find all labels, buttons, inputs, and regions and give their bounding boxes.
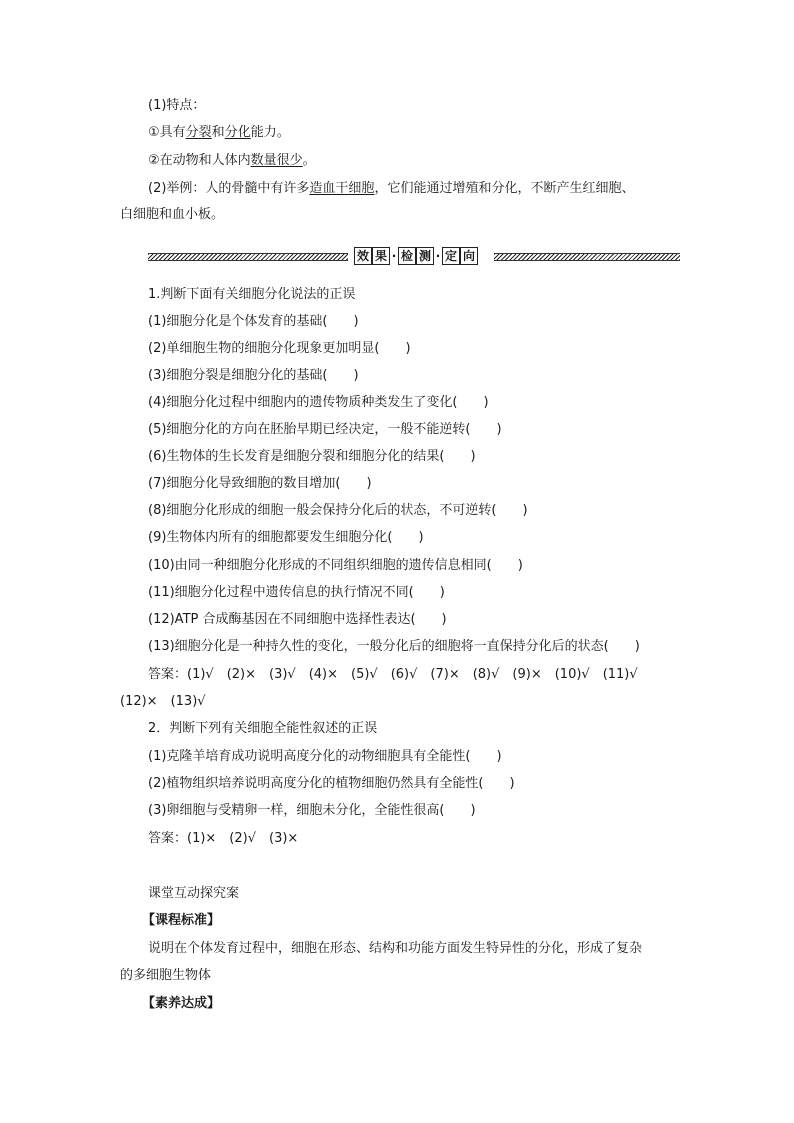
q1-title: 1.判断下面有关细胞分化说法的正误 <box>148 287 356 302</box>
q1-answer-line-2: (12)× (13)√ <box>120 694 206 709</box>
feature-1-keyword-differentiation: 分化 <box>224 125 251 140</box>
q1-item-10: (10)由同一种细胞分化形成的不同组织细胞的遗传信息相同( ) <box>148 558 523 573</box>
section-sep-2: · <box>435 249 441 263</box>
q1-item-11: (11)细胞分化过程中遗传信息的执行情况不同( ) <box>148 585 445 600</box>
q1-answer-line-1: 答案：(1)√ (2)× (3)√ (4)× (5)√ (6)√ (7)× (8)√ (9)× (10)√ (11)√ <box>148 667 638 682</box>
q1-item-9: (9)生物体内所有的细胞都要发生细胞分化( ) <box>148 530 424 545</box>
feature-1-text: ①具有 <box>148 125 186 140</box>
divider-hatch-right <box>494 253 680 261</box>
q2-item-2: (2)植物组织培养说明高度分化的植物细胞仍然具有全能性( ) <box>148 776 515 791</box>
feature-2-text: ②在动物和人体内 <box>148 153 251 168</box>
q1-item-13: (13)细胞分化是一种持久性的变化，一般分化后的细胞将一直保持分化后的状态( ) <box>148 639 640 654</box>
section-char-3: 检 <box>398 247 416 265</box>
q1-item-12: (12)ATP 合成酶基因在不同细胞中选择性表达( ) <box>148 612 447 627</box>
q1-item-5: (5)细胞分化的方向在胚胎早期已经决定，一般不能逆转( ) <box>148 422 502 437</box>
q2-item-1: (1)克隆羊培育成功说明高度分化的动物细胞具有全能性( ) <box>148 749 502 764</box>
q1-item-7: (7)细胞分化导致细胞的数目增加( ) <box>148 476 372 491</box>
section-char-6: 向 <box>460 247 478 265</box>
q1-item-4: (4)细胞分化过程中细胞内的遗传物质种类发生了变化( ) <box>148 395 489 410</box>
q1-item-1: (1)细胞分化是个体发育的基础( ) <box>148 314 359 329</box>
example-text-cont: ，它们能通过增殖和分化，不断产生红细胞、 <box>374 181 635 196</box>
q1-item-8: (8)细胞分化形成的细胞一般会保持分化后的状态，不可逆转( ) <box>148 503 528 518</box>
classroom-title: 课堂互动探究案 <box>148 886 240 901</box>
q1-item-6: (6)生物体的生长发育是细胞分裂和细胞分化的结果( ) <box>148 449 476 464</box>
example-text: (2)举例：人的骨髓中有许多 <box>148 181 310 196</box>
section-char-5: 定 <box>442 247 460 265</box>
section-title-tags <box>354 247 478 265</box>
q1-item-3: (3)细胞分裂是细胞分化的基础( ) <box>148 368 359 383</box>
course-standard-text-2: 的多细胞生物体 <box>120 968 212 983</box>
feature-1 <box>148 124 290 142</box>
q2-answer: 答案：(1)× (2)√ (3)× <box>148 831 299 846</box>
feature-1-text-end: 能力。 <box>250 125 290 140</box>
section-char-4: 测 <box>416 247 434 265</box>
feature-2-keyword: 数量很少 <box>250 153 303 168</box>
q2-title: 2．判断下列有关细胞全能性叙述的正误 <box>148 721 378 736</box>
feature-2 <box>148 152 316 170</box>
section-char-1: 效 <box>354 247 372 265</box>
course-standard-heading: 【课程标准】 <box>142 913 221 928</box>
feature-1-text-and: 和 <box>211 125 225 140</box>
feature-1-keyword-division: 分裂 <box>185 125 212 140</box>
q1-item-2: (2)单细胞生物的细胞分化现象更加明显( ) <box>148 341 411 356</box>
q2-item-3: (3)卵细胞与受精卵一样，细胞未分化，全能性很高( ) <box>148 803 476 818</box>
example-keyword: 造血干细胞 <box>309 181 375 196</box>
example-continuation: 白细胞和血小板。 <box>120 207 225 222</box>
section-divider-band <box>148 247 680 265</box>
section-char-2: 果 <box>372 247 390 265</box>
divider-hatch-left <box>148 253 348 261</box>
literacy-heading: 【素养达成】 <box>142 996 221 1011</box>
example-line <box>148 180 634 198</box>
feature-2-end: 。 <box>302 153 316 168</box>
section-sep-1: · <box>391 249 397 263</box>
features-heading: (1)特点： <box>148 98 206 113</box>
course-standard-text-1: 说明在个体发育过程中，细胞在形态、结构和功能方面发生特异性的分化，形成了复杂 <box>148 941 643 956</box>
